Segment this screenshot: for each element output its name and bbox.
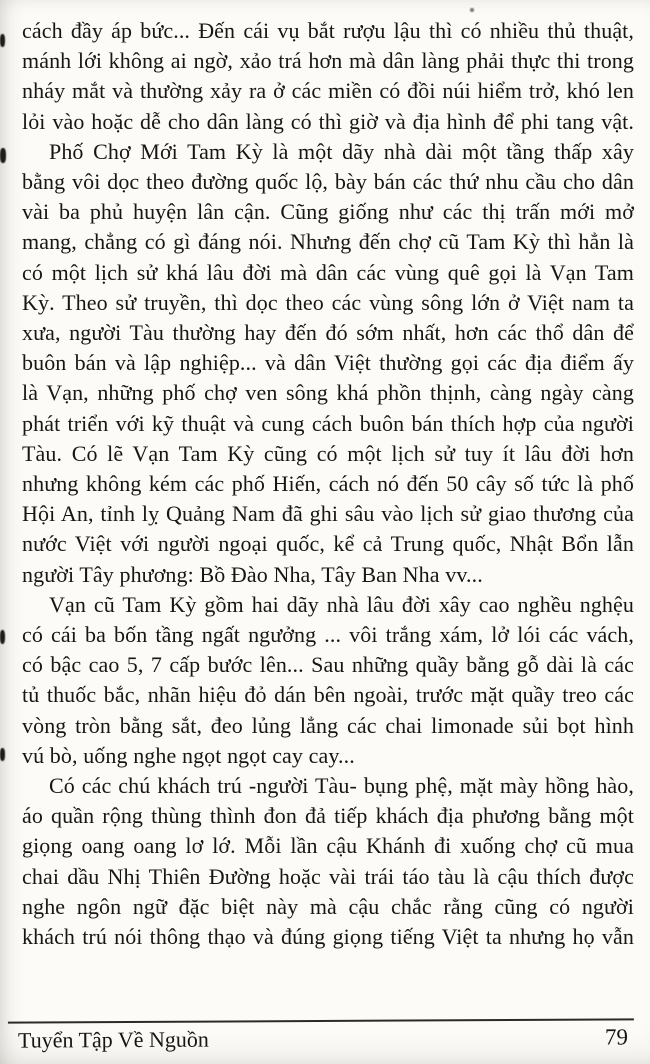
text-line: Vạn cũ Tam Kỳ gồm hai dãy nhà lâu đời xây cao nghều nghệu bbox=[49, 591, 634, 617]
text-line: xưa, người Tàu thường hay đến đó sớm nhất, hơn các thổ dân để bbox=[22, 320, 634, 346]
footer-title: Tuyển Tập Về Nguồn bbox=[17, 1026, 209, 1053]
text-line: cách đầy áp bức... Đến cái vụ bắt rượu lậu thì có nhiều thủ thuật, bbox=[22, 18, 634, 43]
text-line: buôn bán và lập nghiệp... và dân Việt thường gọi các địa điểm ấy bbox=[22, 350, 634, 376]
text-line: giọng oang oang lơ lớ. Mỗi lần cậu Khánh đi xuống chợ cũ mua bbox=[22, 833, 634, 859]
text-line: tủ thuốc bắc, nhãn hiệu đỏ dán bên ngoài, trước mặt quầy treo các bbox=[22, 682, 634, 708]
text-line: Hội An, tỉnh lỵ Quảng Nam đã ghi sâu vào lịch sử giao thương của bbox=[22, 501, 634, 527]
text-line: Kỳ. Theo sử truyền, thì dọc theo các vùng sông lớn ở Việt nam ta bbox=[22, 289, 634, 315]
page-footer bbox=[8, 1018, 634, 1053]
text-line: vòng tròn bằng sắt, đeo lủng lẳng các chai limonade sủi bọt hình bbox=[22, 712, 634, 738]
text-line: vú bò, uống nghe ngọt ngọt cay cay... bbox=[22, 742, 355, 768]
footer-rule bbox=[8, 1018, 634, 1023]
text-line: có bậc cao 5, 7 cấp bước lên... Sau những quầy bằng gỗ dài là các bbox=[22, 652, 634, 678]
text-line: Có các chú khách trú -người Tàu- bụng phệ, mặt mày hồng hào, bbox=[49, 773, 634, 799]
text-line: phát triển với kỹ thuật và cung cách buôn bán thích hợp của người bbox=[22, 410, 634, 436]
text-line: có cái ba bốn tầng ngất ngưởng ... vôi trắng xám, lở lói các vách, bbox=[22, 622, 634, 648]
scan-artifact bbox=[0, 34, 5, 47]
scan-artifact bbox=[0, 630, 5, 644]
text-line: mánh lới không ai ngờ, xảo trá hơn mà dân làng phải thực thi trong bbox=[22, 48, 634, 74]
text-line: mang, chẳng có gì đáng nói. Nhưng đến chợ cũ Tam Kỳ thì hẳn là bbox=[22, 229, 634, 255]
text-line: bằng vôi dọc theo đường quốc lộ, bày bán các thứ nhu cầu cho dân bbox=[22, 169, 634, 195]
text-line: người Tây phương: Bồ Đào Nha, Tây Ban Nha vv... bbox=[22, 561, 483, 587]
text-line: nháy mắt và thường xảy ra ở các miền có đồi núi hiểm trở, khó len bbox=[22, 78, 634, 104]
text-line: nhưng không kém các phố Hiến, cách nó đến 50 cây số tức là phố bbox=[22, 471, 634, 497]
text-line: là Vạn, những phố chợ ven sông khá phồn thịnh, càng ngày càng bbox=[22, 380, 634, 406]
footer-page-number: 79 bbox=[604, 1024, 629, 1050]
text-line: Phố Chợ Mới Tam Kỳ là một dãy nhà dài một tầng thấp xây bbox=[49, 138, 634, 164]
text-block bbox=[22, 16, 634, 952]
text-line: nước Việt với người ngoại quốc, kể cả Trung quốc, Nhật Bổn lẫn bbox=[22, 531, 634, 557]
text-line: chai dầu Nhị Thiên Đường hoặc vài trái táo tàu là cậu thích được bbox=[22, 863, 634, 889]
scan-artifact bbox=[470, 8, 474, 12]
text-line: lỏi vào hoặc dễ cho dân làng có thì giờ và địa hình để phi tang vật. bbox=[22, 108, 634, 134]
text-line: nghe ngôn ngữ đặc biệt này mà cậu chắc rằng cũng có người bbox=[22, 893, 634, 919]
scan-artifact bbox=[0, 748, 5, 761]
text-line: khách trú nói thông thạo và đúng giọng tiếng Việt ta nhưng họ vẫn bbox=[22, 924, 634, 950]
text-line: Tàu. Có lẽ Vạn Tam Kỳ cũng có một lịch sử tuy ít lâu đời hơn bbox=[22, 440, 634, 466]
text-line: vài ba phủ huyện lân cận. Cũng giống như các thị trấn mới mở bbox=[22, 199, 634, 225]
scan-artifact bbox=[0, 148, 6, 163]
text-line: áo quần rộng thùng thình đon đả tiếp khách địa phương bằng một bbox=[22, 803, 634, 829]
text-line: có một lịch sử khá lâu đời mà dân các vùng quê gọi là Vạn Tam bbox=[22, 259, 634, 285]
